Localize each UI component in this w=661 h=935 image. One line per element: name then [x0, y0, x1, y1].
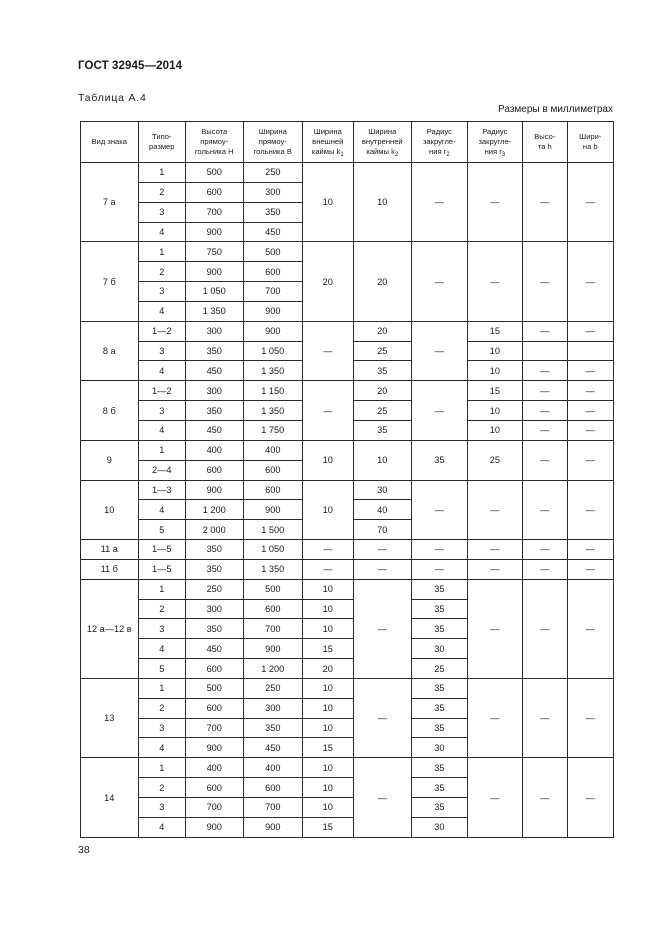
outer-border-width-cell: 10 [303, 678, 353, 698]
typesize-cell: 2—4 [138, 460, 185, 480]
rect-height-cell: 450 [185, 420, 243, 440]
sign-type-cell: 11 а [81, 540, 139, 560]
table-header-row [81, 122, 614, 163]
rect-width-cell: 900 [243, 500, 303, 520]
rect-height-cell: 900 [185, 480, 243, 500]
width-b-cell: — [567, 321, 614, 341]
table-caption: Таблица А.4 [78, 92, 147, 104]
rect-height-cell: 500 [185, 163, 243, 183]
outer-border-width-cell: 15 [303, 639, 353, 659]
outer-border-width-cell: 10 [303, 698, 353, 718]
page-number: 38 [78, 844, 90, 856]
sign-type-cell: 12 а—12 в [81, 579, 139, 678]
typesize-cell: 3 [138, 282, 185, 302]
typesize-cell: 4 [138, 817, 185, 837]
radius-r2-cell: — [412, 480, 468, 540]
typesize-cell: 4 [138, 738, 185, 758]
outer-border-width-cell: 10 [303, 440, 353, 480]
radius-r3-cell: 10 [467, 401, 523, 421]
radius-r2-cell: 35 [412, 579, 468, 599]
typesize-cell: 1 [138, 579, 185, 599]
inner-border-width-cell: — [353, 559, 412, 579]
outer-border-width-cell: 20 [303, 242, 353, 321]
inner-border-width-cell: 30 [353, 480, 412, 500]
typesize-cell: 1 [138, 163, 185, 183]
typesize-cell: 3 [138, 619, 185, 639]
rect-width-cell: 700 [243, 798, 303, 818]
typesize-cell: 1 [138, 242, 185, 262]
rect-height-cell: 500 [185, 678, 243, 698]
rect-width-cell: 1 500 [243, 520, 303, 540]
height-h-cell: — [523, 401, 567, 421]
rect-width-cell: 1 350 [243, 559, 303, 579]
typesize-cell: 1—5 [138, 559, 185, 579]
table-row [81, 440, 614, 460]
rect-width-cell: 1 050 [243, 341, 303, 361]
inner-border-width-cell: — [353, 678, 412, 757]
sign-type-cell: 14 [81, 758, 139, 837]
rect-width-cell: 400 [243, 440, 303, 460]
inner-border-width-cell: 20 [353, 381, 412, 401]
sign-type-cell: 8 б [81, 381, 139, 441]
radius-r3-cell: 15 [467, 321, 523, 341]
rect-width-cell: 600 [243, 262, 303, 282]
typesize-cell: 1 [138, 678, 185, 698]
radius-r3-cell: — [467, 480, 523, 540]
outer-border-width-cell: 10 [303, 480, 353, 540]
table-row [81, 163, 614, 183]
outer-border-width-cell: 10 [303, 758, 353, 778]
rect-height-cell: 600 [185, 698, 243, 718]
radius-r3-cell: 25 [467, 440, 523, 480]
typesize-cell: 2 [138, 599, 185, 619]
rect-width-cell: 700 [243, 282, 303, 302]
rect-width-cell: 600 [243, 599, 303, 619]
rect-width-cell: 500 [243, 242, 303, 262]
radius-r3-cell: 10 [467, 420, 523, 440]
inner-border-width-cell: 40 [353, 500, 412, 520]
rect-height-cell: 1 200 [185, 500, 243, 520]
outer-border-width-cell: 15 [303, 817, 353, 837]
rect-height-cell: 350 [185, 619, 243, 639]
outer-border-width-cell: 10 [303, 579, 353, 599]
units-note: Размеры в миллиметрах [498, 104, 613, 115]
typesize-cell: 3 [138, 718, 185, 738]
rect-width-cell: 1 200 [243, 659, 303, 679]
rect-height-cell: 350 [185, 540, 243, 560]
inner-border-width-cell: 20 [353, 242, 412, 321]
width-b-cell: — [567, 420, 614, 440]
rect-height-cell: 1 050 [185, 282, 243, 302]
rect-height-cell: 450 [185, 639, 243, 659]
column-header: Шири- на b [567, 122, 614, 163]
rect-width-cell: 600 [243, 460, 303, 480]
table-row [81, 540, 614, 560]
width-b-cell: — [567, 579, 614, 678]
radius-r3-cell: — [467, 242, 523, 321]
outer-border-width-cell: 10 [303, 599, 353, 619]
rect-width-cell: 900 [243, 639, 303, 659]
typesize-cell: 4 [138, 639, 185, 659]
radius-r2-cell: — [412, 540, 468, 560]
table-row [81, 381, 614, 401]
rect-height-cell: 750 [185, 242, 243, 262]
rect-width-cell: 600 [243, 778, 303, 798]
column-header: Высо- та h [523, 122, 567, 163]
rect-height-cell: 700 [185, 202, 243, 222]
radius-r2-cell: 35 [412, 718, 468, 738]
outer-border-width-cell: — [303, 321, 353, 381]
height-h-cell: — [523, 440, 567, 480]
typesize-cell: 4 [138, 301, 185, 321]
radius-r2-cell: 30 [412, 639, 468, 659]
table-row [81, 559, 614, 579]
radius-r2-cell: — [412, 559, 468, 579]
radius-r2-cell: 35 [412, 698, 468, 718]
radius-r2-cell: — [412, 242, 468, 321]
rect-width-cell: 250 [243, 163, 303, 183]
inner-border-width-cell: 70 [353, 520, 412, 540]
table-row [81, 321, 614, 341]
radius-r2-cell: 35 [412, 778, 468, 798]
radius-r2-cell: — [412, 321, 468, 381]
inner-border-width-cell: — [353, 579, 412, 678]
height-h-cell: — [523, 540, 567, 560]
width-b-cell: — [567, 440, 614, 480]
height-h-cell: — [523, 559, 567, 579]
typesize-cell: 3 [138, 341, 185, 361]
inner-border-width-cell: — [353, 758, 412, 837]
height-h-cell [523, 341, 567, 361]
typesize-cell: 5 [138, 659, 185, 679]
radius-r3-cell: 15 [467, 381, 523, 401]
radius-r2-cell: 35 [412, 798, 468, 818]
outer-border-width-cell: 20 [303, 659, 353, 679]
rect-width-cell: 900 [243, 301, 303, 321]
width-b-cell: — [567, 381, 614, 401]
table-body [81, 163, 614, 838]
typesize-cell: 1—2 [138, 381, 185, 401]
rect-width-cell: 900 [243, 817, 303, 837]
height-h-cell: — [523, 321, 567, 341]
typesize-cell: 4 [138, 500, 185, 520]
typesize-cell: 4 [138, 222, 185, 242]
dimensions-table [80, 121, 614, 838]
rect-height-cell: 450 [185, 361, 243, 381]
rect-width-cell: 1 050 [243, 540, 303, 560]
typesize-cell: 3 [138, 401, 185, 421]
outer-border-width-cell: — [303, 540, 353, 560]
radius-r2-cell: — [412, 381, 468, 441]
radius-r3-cell: — [467, 579, 523, 678]
typesize-cell: 2 [138, 182, 185, 202]
rect-height-cell: 350 [185, 559, 243, 579]
inner-border-width-cell: 10 [353, 163, 412, 242]
typesize-cell: 5 [138, 520, 185, 540]
typesize-cell: 3 [138, 798, 185, 818]
height-h-cell: — [523, 242, 567, 321]
width-b-cell: — [567, 401, 614, 421]
rect-height-cell: 900 [185, 222, 243, 242]
rect-width-cell: 450 [243, 222, 303, 242]
rect-width-cell: 300 [243, 698, 303, 718]
radius-r3-cell: — [467, 678, 523, 757]
outer-border-width-cell: — [303, 381, 353, 441]
radius-r2-cell: — [412, 163, 468, 242]
document-title: ГОСТ 32945—2014 [78, 60, 183, 72]
typesize-cell: 1 [138, 440, 185, 460]
rect-height-cell: 400 [185, 440, 243, 460]
rect-height-cell: 300 [185, 599, 243, 619]
width-b-cell: — [567, 678, 614, 757]
sign-type-cell: 7 б [81, 242, 139, 321]
table-row [81, 242, 614, 262]
rect-height-cell: 600 [185, 778, 243, 798]
radius-r3-cell: — [467, 559, 523, 579]
width-b-cell: — [567, 361, 614, 381]
typesize-cell: 4 [138, 420, 185, 440]
radius-r2-cell: 35 [412, 619, 468, 639]
radius-r2-cell: 25 [412, 659, 468, 679]
height-h-cell: — [523, 381, 567, 401]
rect-height-cell: 300 [185, 381, 243, 401]
rect-height-cell: 900 [185, 262, 243, 282]
rect-height-cell: 700 [185, 798, 243, 818]
width-b-cell: — [567, 480, 614, 540]
height-h-cell: — [523, 361, 567, 381]
radius-r3-cell: — [467, 540, 523, 560]
typesize-cell: 2 [138, 698, 185, 718]
radius-r2-cell: 35 [412, 678, 468, 698]
typesize-cell: 2 [138, 778, 185, 798]
width-b-cell: — [567, 163, 614, 242]
column-header: Радиус закругле- ния $r_2$ [412, 122, 468, 163]
radius-r3-cell: 10 [467, 341, 523, 361]
rect-width-cell: 900 [243, 321, 303, 341]
sign-type-cell: 11 б [81, 559, 139, 579]
height-h-cell: — [523, 480, 567, 540]
rect-height-cell: 700 [185, 718, 243, 738]
rect-width-cell: 250 [243, 678, 303, 698]
radius-r2-cell: 35 [412, 440, 468, 480]
height-h-cell: — [523, 579, 567, 678]
radius-r3-cell: — [467, 758, 523, 837]
rect-height-cell: 2 000 [185, 520, 243, 540]
outer-border-width-cell: 10 [303, 619, 353, 639]
rect-width-cell: 400 [243, 758, 303, 778]
rect-height-cell: 600 [185, 460, 243, 480]
sign-type-cell: 8 а [81, 321, 139, 381]
width-b-cell [567, 341, 614, 361]
width-b-cell: — [567, 758, 614, 837]
table-row [81, 579, 614, 599]
typesize-cell: 4 [138, 361, 185, 381]
outer-border-width-cell: 10 [303, 718, 353, 738]
height-h-cell: — [523, 678, 567, 757]
rect-width-cell: 600 [243, 480, 303, 500]
rect-height-cell: 350 [185, 401, 243, 421]
column-header: Высота прямоу- гольника H [185, 122, 243, 163]
rect-width-cell: 500 [243, 579, 303, 599]
height-h-cell: — [523, 163, 567, 242]
outer-border-width-cell: 15 [303, 738, 353, 758]
width-b-cell: — [567, 540, 614, 560]
column-header: Ширина внутренней каймы $k_2$ [353, 122, 412, 163]
sign-type-cell: 13 [81, 678, 139, 757]
width-b-cell: — [567, 559, 614, 579]
rect-height-cell: 900 [185, 738, 243, 758]
inner-border-width-cell: 10 [353, 440, 412, 480]
typesize-cell: 1—3 [138, 480, 185, 500]
inner-border-width-cell: 25 [353, 341, 412, 361]
inner-border-width-cell: 25 [353, 401, 412, 421]
rect-width-cell: 1 150 [243, 381, 303, 401]
outer-border-width-cell: — [303, 559, 353, 579]
typesize-cell: 1 [138, 758, 185, 778]
rect-width-cell: 350 [243, 718, 303, 738]
rect-width-cell: 450 [243, 738, 303, 758]
inner-border-width-cell: — [353, 540, 412, 560]
rect-width-cell: 700 [243, 619, 303, 639]
radius-r2-cell: 35 [412, 758, 468, 778]
rect-height-cell: 250 [185, 579, 243, 599]
typesize-cell: 3 [138, 202, 185, 222]
rect-height-cell: 350 [185, 341, 243, 361]
typesize-cell: 2 [138, 262, 185, 282]
table-row [81, 758, 614, 778]
rect-height-cell: 400 [185, 758, 243, 778]
rect-height-cell: 600 [185, 659, 243, 679]
outer-border-width-cell: 10 [303, 163, 353, 242]
rect-height-cell: 1 350 [185, 301, 243, 321]
rect-width-cell: 1 750 [243, 420, 303, 440]
table-row [81, 678, 614, 698]
radius-r2-cell: 35 [412, 599, 468, 619]
outer-border-width-cell: 10 [303, 798, 353, 818]
table-row [81, 480, 614, 500]
column-header: Вид знака [81, 122, 139, 163]
radius-r2-cell: 30 [412, 817, 468, 837]
sign-type-cell: 10 [81, 480, 139, 540]
rect-width-cell: 350 [243, 202, 303, 222]
radius-r3-cell: — [467, 163, 523, 242]
height-h-cell: — [523, 420, 567, 440]
column-header: Ширина внешней каймы $k_1$ [303, 122, 353, 163]
column-header: Радиус закругле- ния $r_3$ [467, 122, 523, 163]
rect-height-cell: 300 [185, 321, 243, 341]
inner-border-width-cell: 35 [353, 420, 412, 440]
sign-type-cell: 9 [81, 440, 139, 480]
radius-r2-cell: 30 [412, 738, 468, 758]
rect-width-cell: 1 350 [243, 401, 303, 421]
sign-type-cell: 7 а [81, 163, 139, 242]
rect-height-cell: 600 [185, 182, 243, 202]
inner-border-width-cell: 20 [353, 321, 412, 341]
inner-border-width-cell: 35 [353, 361, 412, 381]
height-h-cell: — [523, 758, 567, 837]
rect-width-cell: 1 350 [243, 361, 303, 381]
outer-border-width-cell: 10 [303, 778, 353, 798]
rect-height-cell: 900 [185, 817, 243, 837]
typesize-cell: 1—5 [138, 540, 185, 560]
typesize-cell: 1—2 [138, 321, 185, 341]
column-header: Ширина прямоу- гольника B [243, 122, 303, 163]
column-header: Типо- размер [138, 122, 185, 163]
rect-width-cell: 300 [243, 182, 303, 202]
radius-r3-cell: 10 [467, 361, 523, 381]
width-b-cell: — [567, 242, 614, 321]
